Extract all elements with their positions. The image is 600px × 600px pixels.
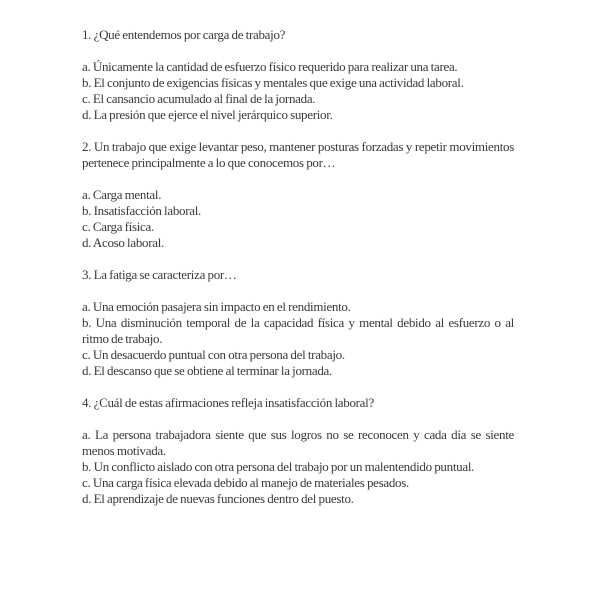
answer-option: a. La persona trabajadora siente que sus logros no se reconocen y cada día se siente menos motivada. bbox=[82, 427, 514, 458]
answer-option: d. Acoso laboral. bbox=[82, 235, 164, 250]
question-prompt: 2. Un trabajo que exige levantar peso, mantener posturas forzadas y repetir movimientos pertenece principalmente a lo que conocemos por… bbox=[82, 139, 514, 170]
answer-option: c. Carga física. bbox=[82, 219, 154, 234]
question-block-1 bbox=[82, 27, 514, 123]
answer-option: c. Una carga física elevada debido al manejo de materiales pesados. bbox=[82, 475, 409, 490]
answer-option: d. El aprendizaje de nuevas funciones dentro del puesto. bbox=[82, 491, 354, 506]
question-block-3 bbox=[82, 267, 514, 379]
answer-option: b. Un conflicto aislado con otra persona del trabajo por un malentendido puntual. bbox=[82, 459, 475, 474]
answer-option: c. Un desacuerdo puntual con otra persona del trabajo. bbox=[82, 347, 345, 362]
answer-option: d. La presión que ejerce el nivel jerárquico superior. bbox=[82, 107, 333, 122]
answer-option: a. Carga mental. bbox=[82, 187, 162, 202]
quiz-document bbox=[82, 27, 514, 507]
question-block-4 bbox=[82, 395, 514, 507]
answer-option: c. El cansancio acumulado al final de la jornada. bbox=[82, 91, 316, 106]
question-prompt: 1. ¿Qué entendemos por carga de trabajo? bbox=[82, 27, 286, 42]
question-block-2 bbox=[82, 139, 514, 251]
answer-option: a. Únicamente la cantidad de esfuerzo físico requerido para realizar una tarea. bbox=[82, 59, 458, 74]
answer-option: b. Una disminución temporal de la capacidad física y mental debido al esfuerzo o al ritmo de trabajo. bbox=[82, 315, 514, 346]
answer-option: a. Una emoción pasajera sin impacto en el rendimiento. bbox=[82, 299, 351, 314]
answer-option: b. El conjunto de exigencias físicas y mentales que exige una actividad laboral. bbox=[82, 75, 464, 90]
question-prompt: 3. La fatiga se caracteriza por… bbox=[82, 267, 237, 282]
question-prompt: 4. ¿Cuál de estas afirmaciones refleja insatisfacción laboral? bbox=[82, 395, 374, 410]
answer-option: b. Insatisfacción laboral. bbox=[82, 203, 201, 218]
answer-option: d. El descanso que se obtiene al terminar la jornada. bbox=[82, 363, 332, 378]
